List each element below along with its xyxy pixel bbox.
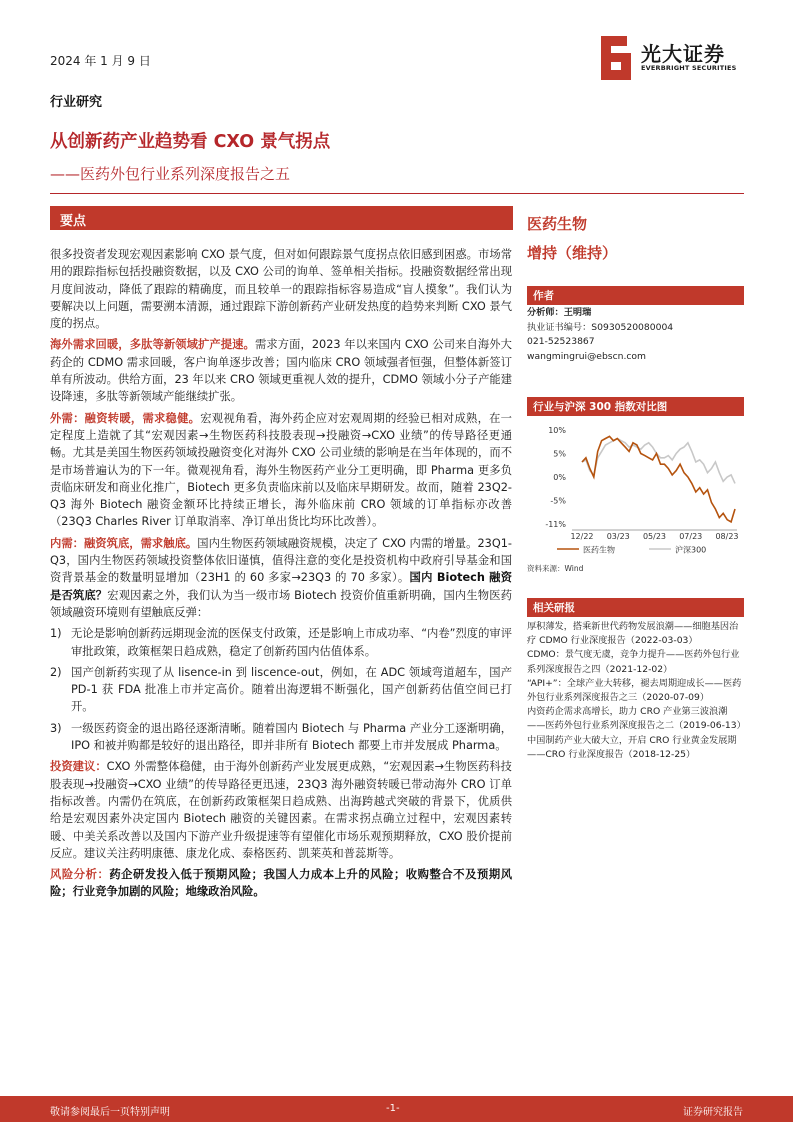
x-tick-label: 03/23: [606, 532, 630, 541]
paragraph-text: 药企研发投入低于预期风险；我国人力成本上升的风险；收购整合不及预期风险；行业竞争加剧的风险；地缘政治风险。: [50, 868, 512, 899]
paragraph-head: 外需：融资转暖，需求稳健。: [50, 411, 201, 425]
summary-heading-bar: [50, 206, 513, 230]
paragraph-head: 内需：融资筑底，需求触底。: [50, 536, 198, 550]
related-report-item[interactable]: 内资药企需求高增长，助力 CRO 产业第三波浪潮——医药外包行业系列深度报告之二（2019-06-13）: [527, 706, 746, 732]
logo-english-name: EVERBRIGHT SECURITIES: [641, 64, 737, 72]
analyst-name: 分析师：王明瑞: [527, 307, 592, 318]
license-number: 执业证书编号：S0930520080004: [527, 321, 674, 333]
paragraph-investment-advice: [50, 758, 512, 862]
footer-report-type: 证券研究报告: [683, 1107, 743, 1118]
list-item: [50, 625, 512, 660]
paragraph-text: 需求方面，2023 年以来国内 CXO 公司来自海外大药企的 CDMO 需求回暖，客户询单逐步改善；国内临床 CRO 领域强者恒强，但整体新签订单有所波动。供给方面，23 年以来 CRO 领域更重视人效的提升，CDMO 领域小分子产能建设降速，多肽等新领域产能继续扩张。: [50, 338, 512, 404]
related-heading: 相关研报: [533, 602, 575, 614]
chart-heading-bar: [527, 397, 744, 416]
paragraph-head: 海外需求回暖，多肽等新领域扩产提速。: [50, 338, 255, 352]
related-report-item[interactable]: CDMO：景气度无虞，竞争力提升——医药外包行业系列深度报告之四（2021-12-02）: [527, 649, 740, 675]
author-heading-bar: [527, 286, 744, 305]
footer-disclaimer: 敬请参阅最后一页特别声明: [50, 1107, 170, 1118]
list-text: 国产创新药实现了从 lisence-in 到 liscence-out，例如，在 ADC 领域弯道超车，国产 PD-1 获 FDA 批准上市并定高价。随着出海逻辑不断强化，国产创新药估值空间已打开。: [71, 665, 512, 714]
x-tick-label: 05/23: [642, 532, 667, 541]
list-number: 3): [50, 721, 62, 735]
paragraph-text: 国内生物医药领域融资规模，决定了 CXO 内需的增量。23Q1-Q3，国内生物医药领域投资整体依旧谨慎，值得注意的变化是投资机构中政府引导基金和国资背景基金的数量明显增加（23H1 的 60 多家→23Q3 的 70 多家）。: [50, 536, 512, 585]
sector-rating: 增持（维持）: [527, 244, 618, 262]
report-subtitle: ——医药外包行业系列深度报告之五: [50, 165, 291, 183]
paragraph-text: CXO 外需整体稳健，由于海外创新药产业发展更成熟，“宏观因素→生物医药科技股表现→投融资→CXO 业绩”的传导路径更迅速，23Q3 海外融资转暖已带动海外 CRO 订单指标改善。内需仍在筑底，在创新药政策框架日趋成熟、出海跨越式突破的背景下，优质供给是宏观因素外决定国内 Biotech 融资的关键因素。在需求拐点确立过程中，宏观因素转暖、中美关系改善以及国内下游产业升级提速等有望催化市场乐观预期释放，CXO 股价提前反应。建议关注药明康德、康龙化成、泰格医药、凯莱英和普蕊斯等。: [50, 760, 512, 860]
paragraph-text: 宏观视角看，海外药企应对宏观周期的经验已相对成熟，在一定程度上造就了其“宏观因素→生物医药科技股表现→投融资→CXO 业绩”的传导路径更通畅。尤其是美国生物医药领域投融资变化对海外 CXO 公司业绩的影响是在当年体现的，而不是市场普遍认为的下一年。微观视角看，海外生物医药产业分工更明确，即 Pharma 更多负责临床研发和商业化推广，Biotech 更多负责临床前以及临床早期研发。故而，随着 23Q2-Q3 海外 Biotech 融资金额环比持续正增长，海外临床前 CRO 领域的订单指标亦改善（23Q3 Charles River 订单取消率、净订单出货比均环比改善）。: [50, 411, 512, 529]
summary-heading: 要点: [60, 214, 87, 229]
paragraph-bold-question: 国内 Biotech 融资是否筑底？: [50, 571, 512, 602]
paragraph-head: 风险分析：: [50, 868, 110, 882]
footer-bar: [0, 1096, 793, 1122]
paragraph-text: 宏观因素之外，我们认为当一级市场 Biotech 投资价值重新明确，国内生物医药领域融资环境则有望触底反弹：: [50, 588, 512, 619]
report-title: 从创新药产业趋势看 CXO 景气拐点: [50, 132, 331, 152]
x-tick-label: 08/23: [715, 532, 739, 541]
logo-chinese-name: 光大证券: [641, 42, 725, 66]
paragraph-risk-analysis: [50, 866, 512, 901]
report-date: 2024 年 1 月 9 日: [50, 54, 151, 68]
author-heading: 作者: [533, 290, 554, 302]
y-tick-label: 0%: [553, 473, 566, 482]
chart-source: 资料来源：Wind: [527, 564, 584, 573]
legend-label-csi300: 沪深300: [675, 545, 707, 555]
x-tick-label: 12/22: [570, 532, 594, 541]
related-report-item[interactable]: 中国制药产业大破大立，开启 CRO 行业黄金发展期——CRO 行业深度报告（2018-12-25）: [527, 734, 737, 760]
sector-name: 医药生物: [527, 215, 588, 233]
series-line-pharma: [582, 436, 735, 522]
report-category: 行业研究: [50, 95, 103, 110]
y-tick-label: 10%: [548, 426, 566, 435]
x-tick-label: 07/23: [679, 532, 703, 541]
y-tick-label: 5%: [553, 449, 566, 459]
related-report-item[interactable]: “API+”：全球产业大转移，褪去周期迎成长——医药外包行业系列深度报告之三（2020-07-09）: [527, 677, 742, 704]
y-tick-label: -11%: [545, 520, 566, 529]
related-report-item[interactable]: 厚积薄发，搭乘新世代药物发展浪潮——细胞基因治疗 CDMO 行业深度报告（2022-03-03）: [527, 621, 739, 647]
index-comparison-chart: [527, 420, 744, 560]
summary-body: [50, 246, 512, 905]
y-tick-label: -5%: [550, 496, 566, 506]
paragraph-domestic-demand: [50, 535, 512, 621]
company-logo: [601, 36, 761, 80]
related-heading-bar: [527, 598, 744, 617]
list-text: 无论是影响创新药远期现金流的医保支付政策，还是影响上市成功率、“内卷”烈度的审评审批政策，政策框架日趋成熟，稳定了创新药国内估值体系。: [71, 627, 512, 658]
list-text: 一级医药资金的退出路径逐渐清晰。随着国内 Biotech 与 Pharma 产业分工逐渐明确，IPO 和被并购都是较好的退出路径，即并非所有 Biotech 都要上市并发展成 Pharma。: [71, 721, 512, 753]
list-item: [50, 720, 512, 755]
paragraph-head: 投资建议：: [50, 760, 107, 774]
page-number: -1-: [386, 1103, 400, 1114]
list-item: [50, 664, 512, 716]
related-reports-list: [527, 620, 744, 762]
summary-intro: 很多投资者发现宏观因素影响 CXO 景气度，但对如何跟踪景气度拐点依旧感到困惑。市场常用的跟踪指标包括投融资数据，以及 CXO 公司的询单、签单相关指标。投融资数据经常出现月度间波动，降低了跟踪的精确度，而且较单一的跟踪指标容易造成“盲人摸象”。我们认为要解决以上问题，需要溯本清源，通过跟踪下游创新药产业研发热度的趋势来判断 CXO 景气度的拐点。: [50, 248, 512, 331]
chart-heading: 行业与沪深 300 指数对比图: [533, 401, 668, 413]
analyst-email[interactable]: wangmingrui@ebscn.com: [527, 350, 646, 362]
everbright-logo-icon: [601, 36, 635, 80]
paragraph-external-demand: [50, 410, 512, 531]
list-number: 2): [50, 665, 62, 679]
author-info: [527, 306, 744, 364]
analyst-phone: 021-52523867: [527, 336, 595, 347]
paragraph-overseas-demand: [50, 336, 512, 405]
list-number: 1): [50, 627, 62, 641]
header-divider: [50, 193, 744, 194]
legend-label-pharma: 医药生物: [583, 545, 615, 555]
